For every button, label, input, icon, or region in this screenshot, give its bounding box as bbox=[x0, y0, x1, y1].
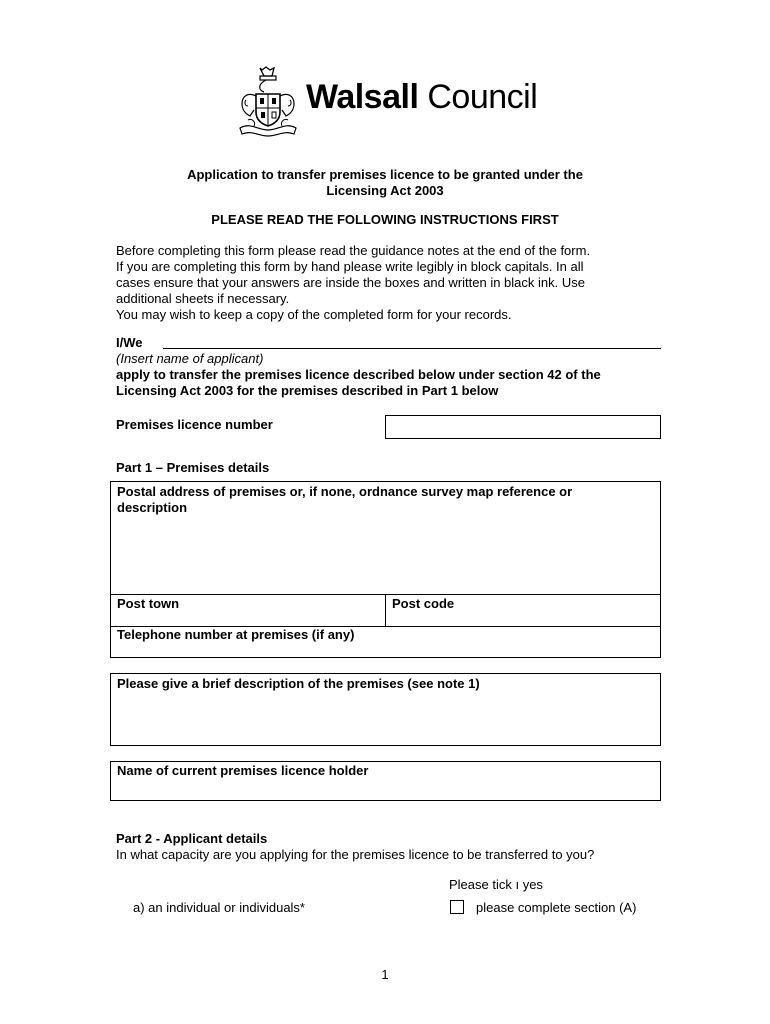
part2-heading: Part 2 - Applicant details bbox=[116, 831, 268, 846]
current-holder-label: Name of current premises licence holder bbox=[117, 763, 369, 778]
instruction-line: You may wish to keep a copy of the completed form for your records. bbox=[116, 307, 512, 322]
statement-line1: apply to transfer the premises licence described below under section 42 of the bbox=[116, 367, 601, 382]
option-a-label: a) an individual or individuals* bbox=[133, 900, 305, 915]
premises-details-table bbox=[110, 481, 661, 658]
applicant-name-field[interactable] bbox=[163, 348, 661, 349]
council-name-rest: Council bbox=[418, 78, 538, 116]
postal-address-label bbox=[117, 484, 657, 516]
current-holder-box[interactable] bbox=[110, 761, 661, 801]
premises-description-label: Please give a brief description of the premises (see note 1) bbox=[117, 676, 480, 691]
instruction-line: Before completing this form please read the guidance notes at the end of the form. bbox=[116, 243, 591, 258]
licence-number-label: Premises licence number bbox=[116, 417, 273, 432]
council-name bbox=[306, 78, 537, 117]
town-code-divider bbox=[385, 594, 386, 626]
statement-line2: Licensing Act 2003 for the premises described in Part 1 below bbox=[116, 383, 499, 398]
instructions-heading: PLEASE READ THE FOLLOWING INSTRUCTIONS FIRST bbox=[211, 212, 559, 227]
instruction-line: cases ensure that your answers are inside the boxes and written in black ink. Use bbox=[116, 275, 585, 290]
page-number: 1 bbox=[381, 967, 389, 982]
instruction-line: additional sheets if necessary. bbox=[116, 291, 290, 306]
licence-number-input[interactable] bbox=[385, 415, 661, 439]
premises-description-box[interactable] bbox=[110, 673, 661, 746]
form-title bbox=[100, 167, 670, 199]
form-title-line2: Licensing Act 2003 bbox=[326, 183, 444, 198]
part1-heading: Part 1 – Premises details bbox=[116, 460, 270, 475]
applicant-label: I/We bbox=[116, 335, 143, 350]
postal-label-line2: description bbox=[117, 500, 188, 515]
applicant-hint: (Insert name of applicant) bbox=[116, 351, 264, 366]
council-name-bold: Walsall bbox=[306, 78, 419, 116]
telephone-label[interactable]: Telephone number at premises (if any) bbox=[117, 627, 355, 642]
coat-of-arms-icon bbox=[236, 66, 300, 140]
instruction-line: If you are completing this form by hand please write legibly in block capitals. In all bbox=[116, 259, 584, 274]
part2-question: In what capacity are you applying for the premises licence to be transferred to you? bbox=[116, 847, 595, 862]
tick-header: Please tick ı yes bbox=[449, 877, 543, 892]
form-title-line1: Application to transfer premises licence to be granted under the bbox=[187, 167, 583, 182]
postal-label-line1: Postal address of premises or, if none, ordnance survey map reference or bbox=[117, 484, 573, 499]
applicant-statement bbox=[116, 367, 676, 399]
post-town-label[interactable]: Post town bbox=[117, 596, 180, 611]
option-a-checkbox[interactable] bbox=[450, 900, 464, 914]
post-code-label[interactable]: Post code bbox=[392, 596, 455, 611]
instructions-text bbox=[116, 243, 676, 323]
option-a-action: please complete section (A) bbox=[476, 900, 637, 915]
